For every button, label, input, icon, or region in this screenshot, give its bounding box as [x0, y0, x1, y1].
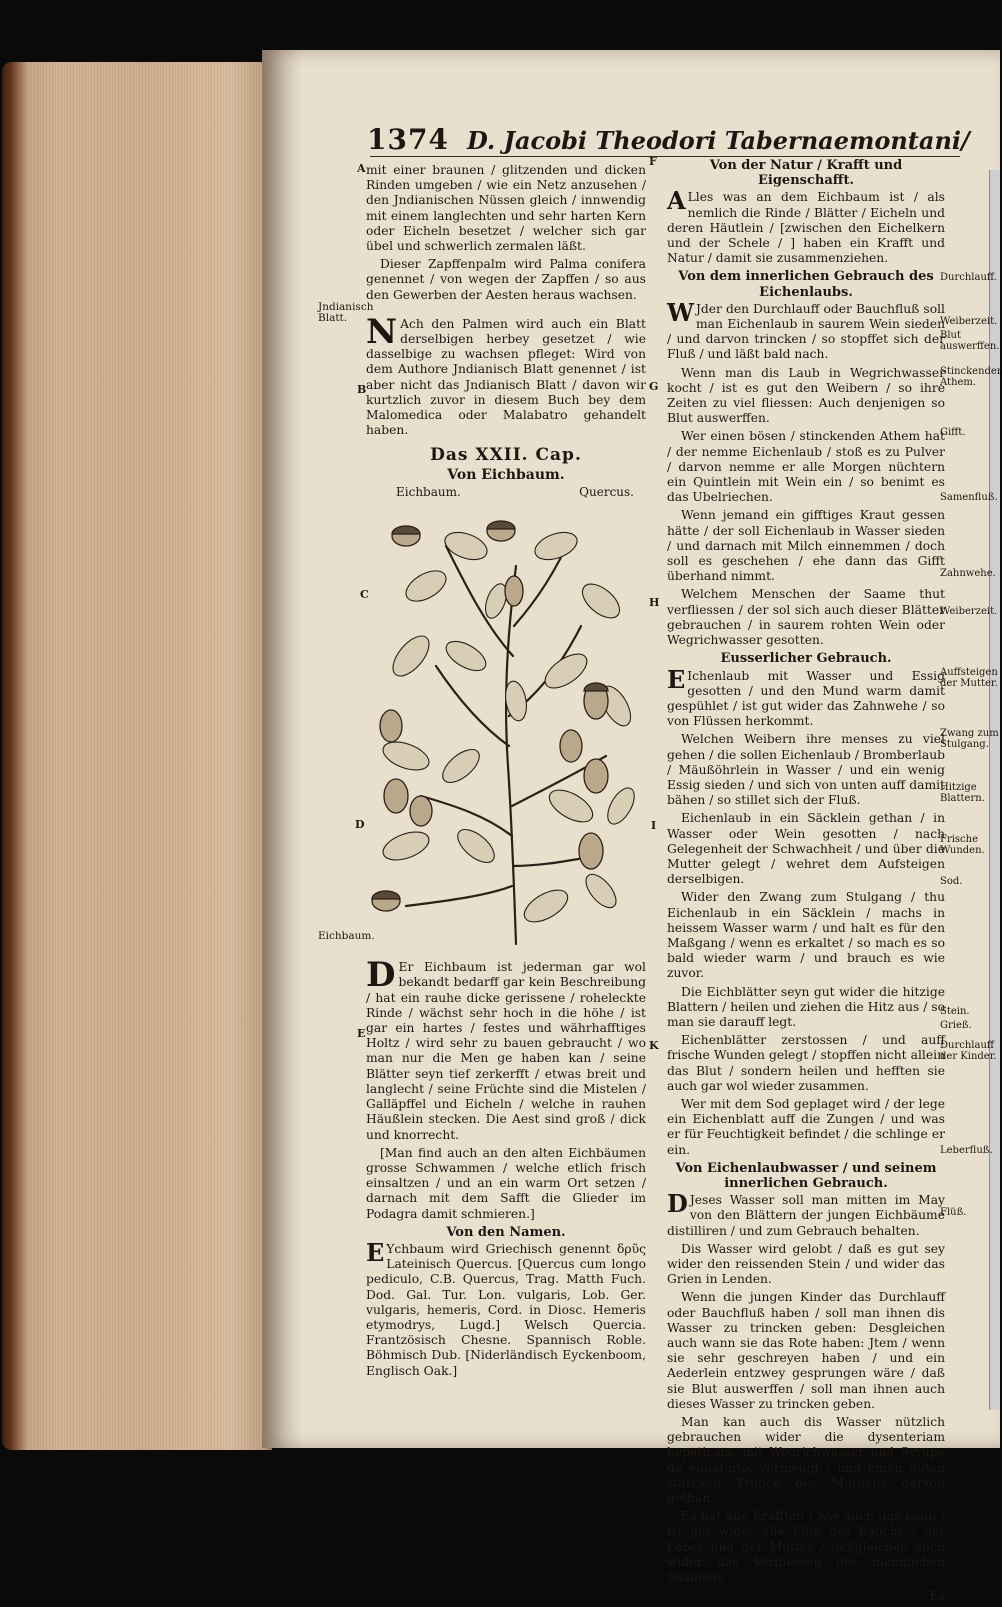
margin-note: Weiberzeit. [940, 316, 998, 327]
paragraph: Wenn die jungen Kinder das Durchlauff oder Bauchfluß haben / soll man ihnen dis Wasser zu trincken geben: Desgleichen auch wann sie das Rote haben: Jtem / wenn sie sehr geschreyen haben / und ein Aederlein entzwey gesprungen wäre / daß sie Blut auswerffen / soll man ihnen auch dieses Wasser zu trincken geben. [667, 1290, 945, 1411]
oak-woodcut-illustration [366, 506, 646, 946]
page-gutter-shadow [262, 50, 302, 1448]
paragraph: Wenn man dis Laub in Wegrichwasser kocht / ist es gut den Weibern / so ihre Zeiten zu viel fliessen: Auch denjenigen so Blut auswerffen. [667, 365, 945, 426]
margin-note: Zahnwehe. [940, 568, 996, 579]
margin-note: Zwang zum Stulgang. [940, 728, 999, 750]
margin-note: Stinckender Athem. [940, 366, 1002, 388]
marker-f: F [649, 155, 657, 168]
paragraph: Wenn jemand ein gifftiges Kraut gessen hätte / der soll Eichenlaub in Wasser sieden / und darnach mit Milch einnemmen / doch soll es geschehen / ehe dann das Gifft überhand nimmt. [667, 508, 945, 584]
paragraph: Es hat alle Kräfften / wie auch das Laub / ist gut wider alle Flüß des Bauchs / der Leber und der Mutter / deßgleichen auch wider das Verfliessen des männlichen Saamens. [667, 1509, 945, 1585]
chapter-subheading: Von Eichbaum. [447, 466, 565, 483]
header-rule [370, 156, 960, 157]
margin-note-indian-leaf: Jndianisch Blatt. [318, 301, 374, 324]
chapter-heading: Das XXII. Cap. [430, 445, 582, 466]
marker-b: B [357, 383, 367, 396]
margin-note: Hitzige Blattern. [940, 782, 985, 804]
margin-note: Gifft. [940, 427, 966, 438]
margin-note: Blut auswerffen. [940, 330, 1000, 352]
page-number: 1374 [367, 123, 449, 156]
paragraph-text: Jeses Wasser soll man mitten im May von den Blättern der jungen Eichbäume distilliren / und zum Gebrauch behalten. [667, 1193, 945, 1238]
margin-note: Grieß. [940, 1020, 972, 1031]
margin-note-oak: Eichbaum. [318, 930, 375, 942]
paragraph: [Man find auch an den alten Eichbäumen grosse Schwammen / welche etlich frisch einsaltzen / und an ein warm Ort setzen / darnach mit dem Safft die Glieder im Podagra damit schmieren.] [366, 1145, 646, 1221]
marker-a: A [357, 162, 366, 175]
paragraph: Welchem Menschen der Saame thut verfliessen / der sol sich auch dieser Blätter gebrauchen / in saurem rohten Wein oder Wegrichwasser gesotten. [667, 587, 945, 648]
margin-note: Weiberzeit. [940, 606, 998, 617]
paragraph [667, 664, 945, 730]
paragraph: Man kan auch dis Wasser nützlich gebrauchen wider die dysenteriam hepaticam, mit Wegrichwasser und Syrupo de eupatorio, vermengt / und einen guten starcken Trunck des Morgens darvon gethan. [667, 1415, 945, 1506]
paragraph: Dis Wasser wird gelobt / daß es gut sey wider den reissenden Stein / und wider das Grien in Lenden. [667, 1241, 945, 1287]
page-header [367, 123, 970, 159]
marker-k: K [649, 1039, 659, 1052]
paragraph-text: Lles was an dem Eichbaum ist / als nemlich die Rinde / Blätter / Eicheln und deren Häutlein / [zwischen den Eichelkern und der Schele / ] haben ein Krafft und Natur / damit sie zusammenziehen. [667, 190, 945, 266]
margin-note: Flüß. [940, 1207, 967, 1218]
drop-capital: D [366, 955, 396, 996]
marker-e: E [357, 1027, 366, 1040]
paragraph: Wer einen bösen / stinckenden Athem hat / der nemme Eichenlaub / stoß es zu Pulver / darvon nemme er alle Morgen nüchtern ein Quintlein mit Wein ein / so benimt es das Ubelriechen. [667, 429, 945, 505]
paragraph: Eichenlaub in ein Säcklein gethan / in Wasser oder Wein gesotten / nach Gelegenheit der Schwachheit / und über die Mutter gelegt / wehret dem Aufsteigen derselbigen. [667, 811, 945, 887]
paragraph: Welchen Weibern ihre menses zu viel gehen / die sollen Eichenlaub / Bromberlaub / Mäußöhrlein in Wasser / und ein wenig Essig sieden / und sich von unten auff damit bähen / so stillet sich der Fluß. [667, 732, 945, 808]
figure-label-german: Eichbaum. [396, 484, 461, 499]
running-title: D. Jacobi Theodori Tabernaemontani/ [466, 126, 970, 155]
section-heading-names: Von den Namen. [446, 1224, 566, 1240]
paragraph [667, 297, 945, 363]
marker-h: H [649, 596, 660, 609]
margin-note: Samenfluß. [940, 492, 998, 503]
paragraph: Die Eichblätter seyn gut wider die hitzige Blattern / heilen und ziehen die Hitz aus / so man sie darauff legt. [667, 984, 945, 1029]
drop-capital: N [366, 311, 398, 352]
section-heading-internal-use: Von dem innerlichen Gebrauch des Eichenlaubs. [678, 269, 934, 300]
margin-note: Durchlauff der Kinder. [940, 1040, 997, 1062]
marker-c: C [360, 588, 369, 601]
figure-caption-row [366, 485, 646, 500]
paragraph [667, 186, 945, 266]
left-column [366, 163, 646, 1382]
marker-g: G [649, 380, 659, 393]
margin-note: Frische Wunden. [940, 834, 985, 856]
drop-capital: D [667, 1189, 688, 1219]
paragraph-text: Ychbaum wird Griechisch genennt δρῦς Lateinisch Quercus. [Quercus cum longo pediculo, C.B. Quercus, Trag. Matth Fuch. Dod. Gal. Tur. Lon. vulgaris, Lob. Ger. vulgaris, hemeris, Cord. in Diosc. Hemeris etymodrys, Lugd.] Welsch Quercia. Frantzösisch Chesne. Spannisch Roble. Böhmisch Dub. [Niderländisch Eyckenboom, Englisch Oak.] [366, 1241, 646, 1378]
marker-i: I [651, 819, 657, 832]
drop-capital: E [366, 1237, 385, 1267]
section-heading-external-use: Eusserlicher Gebrauch. [720, 651, 892, 667]
section-heading-nature: Von der Natur / Krafft und Eigenschafft. [709, 158, 903, 189]
book-page [262, 50, 1002, 1604]
paragraph-text: Ach den Palmen wird auch ein Blatt derselbigen herbey gesetzet / wie dasselbige zu wachsen pfleget: Wird von dem Authore Jndianisch Blatt genennet / ist aber nicht das Jndianisch Blatt / davon wir kurtzlich zuvor in diesem Buch bey dem Malomedica oder Malabatro gehandelt haben. [366, 316, 646, 438]
marker-d: D [355, 818, 365, 831]
paragraph-indian-leaf [366, 311, 646, 439]
figure-label-latin: Quercus. [579, 484, 634, 499]
paragraph: mit einer braunen / glitzenden und dicken Rinden umgeben / wie ein Netz anzusehen / den Jndianischen Nüssen gleich / innwendig mit einem langlechten und sehr harten Kern oder Eicheln besetzet / welcher sich gar übel und schwerlich zermalen läßt. [366, 163, 646, 254]
drop-capital: W [667, 297, 694, 327]
margin-note: Leberfluß. [940, 1145, 993, 1156]
paragraph-names [366, 1237, 646, 1379]
drop-capital: A [667, 186, 686, 216]
paragraph-text: Er Eichbaum ist jederman gar wol bekandt bedarff gar kein Beschreibung / hat ein rauhe dicke gerissene / roheleckte Rinde / wächst sehr hoch in die höhe / ist gar ein hartes / festes und währhafftiges Holtz / wird sehr zu bauen gebraucht / wo man nur die Men ge haben kan / seine Blätter seyn tief zerkerfft / etwas breit und langlecht / seine Früchte sind die Mistelen / Galläpffel und Eicheln / welche in rauhen Häußlein stecken. Die Aest sind groß / dick und knorrecht. [366, 960, 646, 1142]
book-fore-edge [2, 62, 272, 1450]
paragraph-text: Ichenlaub mit Wasser und Essig gesotten / und den Mund warm damit gespühlet / ist gut wider das Zahnwehe / so von Flüssen herkommt. [667, 668, 945, 729]
catchword: Es [929, 1589, 945, 1604]
paragraph-description [366, 955, 646, 1142]
paragraph: Wider den Zwang zum Stulgang / thu Eichenlaub in ein Säcklein / machs in heissem Wasser warm / und halt es für den Maßgang / wenn es erkaltet / so mach es so bald wieder warm / und brauch es wie zuvor. [667, 890, 945, 981]
right-column [667, 158, 945, 1607]
paragraph: Eichenblätter zerstossen / und auff frische Wunden gelegt / stopffen nicht allein das Blut / sondern heilen und hefften sie auch gar wol wieder zusammen. [667, 1033, 945, 1093]
margin-note: Stein. [940, 1006, 970, 1017]
paragraph: Dieser Zapffenpalm wird Palma conifera genennet / von wegen der Zapffen / so aus den Gewerben der Aesten heraus wachsen. [366, 257, 646, 302]
drop-capital: E [667, 664, 686, 694]
paragraph [667, 1189, 945, 1239]
margin-note: Auffsteigen der Mutter. [940, 667, 998, 689]
paragraph: Wer mit dem Sod geplaget wird / der lege ein Eichenblatt auff die Zungen / und was er für Feuchtigkeit befindet / die schlinge er ein. [667, 1096, 945, 1157]
section-heading-oak-leaf-water: Von Eichenlaubwasser / und seinem innerlichen Gebrauch. [675, 1160, 937, 1191]
margin-note: Durchlauff. [940, 272, 997, 283]
paragraph-text: Jder den Durchlauff oder Bauchfluß soll man Eichenlaub in saurem Wein sieden / und darvon trincken / so stopffet sich der Fluß / und läßt bald nach. [667, 301, 945, 362]
margin-note: Sod. [940, 876, 963, 887]
